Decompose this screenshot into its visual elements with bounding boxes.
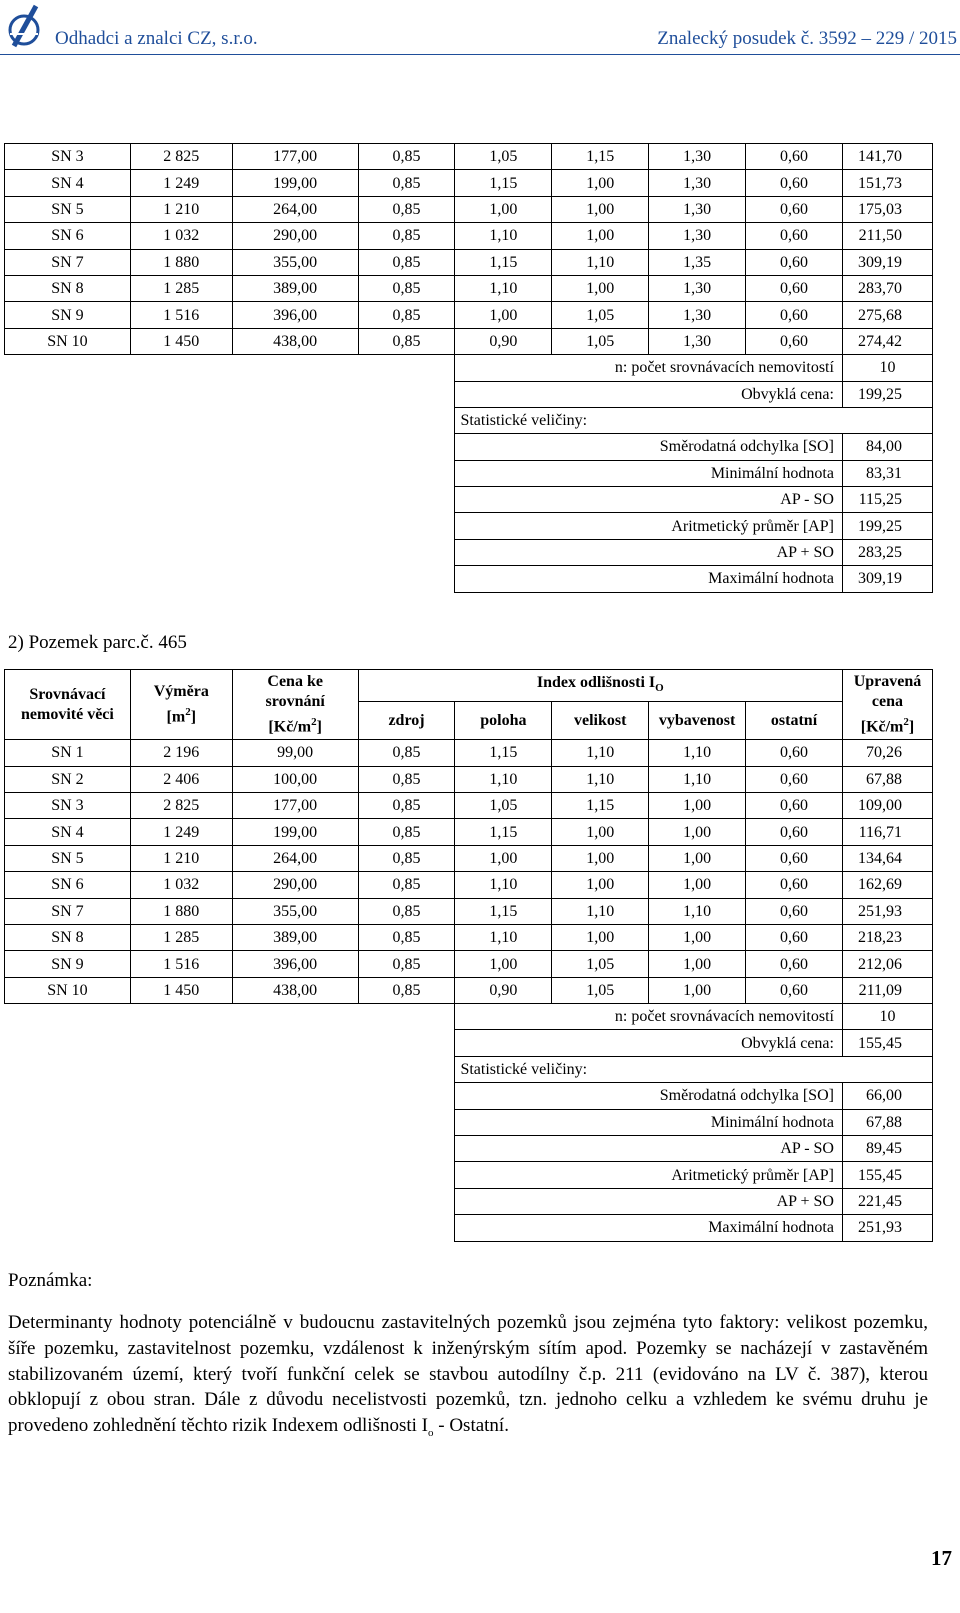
table-cell: 1 249	[130, 819, 232, 845]
header-adjusted-unit: [Kč/m	[860, 718, 904, 736]
table-cell: 0,60	[746, 845, 843, 871]
note-text-main: Determinanty hodnoty potenciálně v budoucnu zastavitelných pozemků jsou zejména tyto faktory: velikost pozemku, šíře pozemku, zastavitelnost pozemku, vzdálenost k inženýrským sítím apod. Pozemky se nacházejí v zastavěném stabilizovaném území, který tvoří funkční celek se stavbou autodílny č.p. 211 (evidováno na LV č. 387), kterou obklopují z obou stran. Dále z důvodu necelistvosti pozemků, tzn. jednoho celku a vzhledem ke svému druhu je provedeno zohlednění těchto rizik Indexem odlišnosti I	[8, 1312, 928, 1437]
table-cell: 1,10	[552, 898, 649, 924]
table-cell: 1,00	[649, 872, 746, 898]
stat-row	[5, 1188, 933, 1214]
usual-price-row-label: Obvyklá cena:	[455, 381, 843, 407]
table-cell: SN 3	[5, 792, 131, 818]
header-price	[232, 670, 358, 740]
table-cell: 0,85	[358, 249, 455, 275]
table-cell: 0,85	[358, 740, 455, 766]
table-cell: 389,00	[232, 924, 358, 950]
table-cell: 1 210	[130, 845, 232, 871]
page-number: 17	[931, 1546, 952, 1570]
table-cell: 1 516	[130, 951, 232, 977]
table-cell: SN 7	[5, 249, 131, 275]
empty-cell	[5, 1109, 455, 1135]
header-poloha: poloha	[455, 702, 552, 740]
usual-price-row-label: Obvyklá cena:	[455, 1030, 843, 1056]
stat-value: 283,25	[842, 539, 932, 565]
table-cell: 1,10	[455, 223, 552, 249]
stat-value: 251,93	[842, 1215, 932, 1241]
table-cell: 1,00	[552, 872, 649, 898]
stat-value: 155,45	[842, 1162, 932, 1188]
table-cell: 199,00	[232, 170, 358, 196]
header-price-unit: [Kč/m	[268, 718, 312, 736]
table-row	[5, 898, 933, 924]
table-cell: SN 9	[5, 302, 131, 328]
company-logo-icon	[6, 4, 44, 48]
header-zdroj: zdroj	[358, 702, 455, 740]
table-cell: 396,00	[232, 951, 358, 977]
table-cell: 275,68	[842, 302, 932, 328]
table-row	[5, 792, 933, 818]
stat-row	[5, 1083, 933, 1109]
table-cell: 274,42	[842, 328, 932, 354]
table-cell: 290,00	[232, 872, 358, 898]
empty-cell	[5, 566, 455, 592]
stat-row	[5, 566, 933, 592]
table-cell: 1,00	[455, 196, 552, 222]
header-divider	[0, 54, 960, 55]
table-cell: 162,69	[842, 872, 932, 898]
table-cell: 175,03	[842, 196, 932, 222]
stat-row	[5, 487, 933, 513]
stat-label: AP + SO	[455, 1188, 843, 1214]
table-cell: 1,05	[552, 302, 649, 328]
table-cell: 1,15	[552, 144, 649, 170]
table-cell: 0,60	[746, 819, 843, 845]
table-cell: 1,10	[455, 275, 552, 301]
header-area-sup: 2	[185, 705, 191, 718]
table-cell: 1 880	[130, 249, 232, 275]
table-cell: 1,00	[455, 951, 552, 977]
table-cell: 0,60	[746, 328, 843, 354]
table-cell: SN 5	[5, 845, 131, 871]
table-cell: 0,85	[358, 898, 455, 924]
empty-cell	[5, 1083, 455, 1109]
table-cell: SN 2	[5, 766, 131, 792]
table-row	[5, 249, 933, 275]
table-cell: 134,64	[842, 845, 932, 871]
table-cell: 1,05	[455, 792, 552, 818]
table-cell: SN 4	[5, 819, 131, 845]
table-cell: SN 10	[5, 328, 131, 354]
table-cell: 1 450	[130, 328, 232, 354]
table-cell: SN 6	[5, 872, 131, 898]
table-cell: 438,00	[232, 977, 358, 1003]
stat-row	[5, 539, 933, 565]
table-cell: 290,00	[232, 223, 358, 249]
table-row	[5, 740, 933, 766]
stat-label: Minimální hodnota	[455, 1109, 843, 1135]
table-cell: 309,19	[842, 249, 932, 275]
header-index-sub: O	[655, 682, 664, 695]
header-adjusted-label: Upravená cena	[853, 672, 922, 710]
stat-label: Aritmetický průměr [AP]	[455, 1162, 843, 1188]
empty-cell	[5, 407, 455, 433]
table-cell: 2 825	[130, 144, 232, 170]
header-index-label: Index odlišnosti I	[536, 674, 656, 691]
note-text-sub: o	[428, 1426, 434, 1439]
empty-cell	[842, 1056, 932, 1082]
table-cell: 0,60	[746, 249, 843, 275]
table-cell: 0,85	[358, 144, 455, 170]
usual-price-row-value: 199,25	[842, 381, 932, 407]
table-cell: 1,30	[649, 170, 746, 196]
table-row	[5, 951, 933, 977]
header-index	[358, 670, 842, 702]
empty-cell	[5, 513, 455, 539]
table-row	[5, 275, 933, 301]
table-cell: 389,00	[232, 275, 358, 301]
table-cell: 0,85	[358, 845, 455, 871]
table-row	[5, 302, 933, 328]
table-row	[5, 328, 933, 354]
empty-cell	[5, 1162, 455, 1188]
count-row-label: n: počet srovnávacích nemovitostí	[455, 1004, 843, 1030]
table-cell: 211,50	[842, 223, 932, 249]
table-cell: 1,15	[552, 792, 649, 818]
stat-row	[5, 1215, 933, 1241]
header-price-label: Cena ke srovnání	[265, 672, 325, 710]
table-cell: 1 450	[130, 977, 232, 1003]
stat-label: Směrodatná odchylka [SO]	[455, 434, 843, 460]
table-cell: 0,85	[358, 819, 455, 845]
table-cell: 264,00	[232, 845, 358, 871]
stat-row	[5, 1162, 933, 1188]
table-row	[5, 196, 933, 222]
table-cell: 0,85	[358, 951, 455, 977]
table-cell: 264,00	[232, 196, 358, 222]
stat-label: Maximální hodnota	[455, 566, 843, 592]
table-cell: 1,05	[455, 144, 552, 170]
comparison-table-2	[4, 669, 933, 1242]
table-cell: 1,10	[649, 898, 746, 924]
stat-label: Maximální hodnota	[455, 1215, 843, 1241]
table-cell: 1,30	[649, 144, 746, 170]
stat-value: 309,19	[842, 566, 932, 592]
header-price-sup: 2	[311, 715, 317, 728]
table-cell: 1,00	[649, 924, 746, 950]
table-cell: 1,10	[455, 766, 552, 792]
stat-row	[5, 460, 933, 486]
empty-cell	[842, 407, 932, 433]
table-cell: 0,60	[746, 898, 843, 924]
table-cell: 0,60	[746, 740, 843, 766]
section-title: 2) Pozemek parc.č. 465	[8, 632, 187, 653]
empty-cell	[5, 460, 455, 486]
table-cell: 212,06	[842, 951, 932, 977]
table-cell: 1,15	[455, 249, 552, 275]
header-price-unit-end: ]	[316, 718, 322, 736]
table-cell: 0,85	[358, 328, 455, 354]
table-cell: 1,00	[649, 951, 746, 977]
stat-value: 89,45	[842, 1136, 932, 1162]
table-cell: 1,00	[649, 845, 746, 871]
table-cell: SN 8	[5, 924, 131, 950]
table-cell: 0,85	[358, 766, 455, 792]
usual-price-row	[5, 381, 933, 407]
count-row	[5, 355, 933, 381]
table-cell: SN 6	[5, 223, 131, 249]
table-cell: 1,30	[649, 328, 746, 354]
page-header	[0, 0, 960, 60]
table-row	[5, 766, 933, 792]
comparison-table-1	[4, 143, 933, 593]
table-cell: 1,15	[455, 898, 552, 924]
header-velikost: velikost	[552, 702, 649, 740]
table-cell: 1 880	[130, 898, 232, 924]
stat-value: 221,45	[842, 1188, 932, 1214]
empty-cell	[5, 381, 455, 407]
table-cell: 1,00	[649, 792, 746, 818]
table-cell: 100,00	[232, 766, 358, 792]
table-cell: 355,00	[232, 898, 358, 924]
stat-label: Minimální hodnota	[455, 460, 843, 486]
table-cell: 1 285	[130, 924, 232, 950]
table-cell: 1,05	[552, 328, 649, 354]
stat-value: 84,00	[842, 434, 932, 460]
empty-cell	[5, 1004, 455, 1030]
table-cell: 1,00	[455, 845, 552, 871]
table-cell: 1 285	[130, 275, 232, 301]
table-cell: 0,85	[358, 302, 455, 328]
header-ostatni: ostatní	[746, 702, 843, 740]
stat-label: Směrodatná odchylka [SO]	[455, 1083, 843, 1109]
table-cell: 1,00	[552, 170, 649, 196]
table-cell: 1,10	[552, 766, 649, 792]
table-cell: SN 7	[5, 898, 131, 924]
table-cell: 0,85	[358, 924, 455, 950]
header-adjusted-unit-end: ]	[908, 718, 915, 736]
empty-cell	[5, 539, 455, 565]
table-cell: 0,90	[455, 977, 552, 1003]
table-row	[5, 223, 933, 249]
count-row-value: 10	[842, 1004, 932, 1030]
table-cell: 1,30	[649, 223, 746, 249]
table-cell: 0,60	[746, 872, 843, 898]
count-row-label: n: počet srovnávacích nemovitostí	[455, 355, 843, 381]
table-cell: 1,30	[649, 302, 746, 328]
header-adjusted-sup: 2	[903, 715, 909, 728]
table-cell: 0,60	[746, 924, 843, 950]
table-cell: 0,60	[746, 275, 843, 301]
table-cell: 0,85	[358, 275, 455, 301]
table-cell: 1 516	[130, 302, 232, 328]
table-cell: 177,00	[232, 144, 358, 170]
table-cell: 211,09	[842, 977, 932, 1003]
table-cell: 1,15	[455, 819, 552, 845]
table-cell: 396,00	[232, 302, 358, 328]
stats-heading: Statistické veličiny:	[455, 1056, 843, 1082]
table-cell: 1,10	[649, 740, 746, 766]
stat-row	[5, 1136, 933, 1162]
table-cell: SN 9	[5, 951, 131, 977]
table-cell: 1 032	[130, 872, 232, 898]
stats-heading-row	[5, 1056, 933, 1082]
table-row	[5, 819, 933, 845]
stats-heading-row	[5, 407, 933, 433]
header-area-unit: [m	[166, 708, 186, 726]
table-cell: 2 825	[130, 792, 232, 818]
table-cell: 438,00	[232, 328, 358, 354]
table-cell: 1,15	[455, 170, 552, 196]
table-cell: 1,30	[649, 196, 746, 222]
table-cell: 0,85	[358, 977, 455, 1003]
usual-price-row	[5, 1030, 933, 1056]
table-cell: 177,00	[232, 792, 358, 818]
table-cell: 1,10	[552, 249, 649, 275]
table-cell: 1,10	[552, 740, 649, 766]
table-cell: SN 3	[5, 144, 131, 170]
empty-cell	[5, 1056, 455, 1082]
stat-row	[5, 434, 933, 460]
table-cell: 1,00	[649, 819, 746, 845]
table-cell: 141,70	[842, 144, 932, 170]
table-cell: 0,60	[746, 766, 843, 792]
table-cell: 218,23	[842, 924, 932, 950]
table-cell: 199,00	[232, 819, 358, 845]
table-cell: 0,85	[358, 196, 455, 222]
table-cell: 1,00	[552, 845, 649, 871]
stat-row	[5, 513, 933, 539]
empty-cell	[5, 355, 455, 381]
table-cell: 283,70	[842, 275, 932, 301]
table-cell: 0,60	[746, 951, 843, 977]
table-cell: 1 249	[130, 170, 232, 196]
empty-cell	[5, 1215, 455, 1241]
table-cell: SN 1	[5, 740, 131, 766]
empty-cell	[5, 1188, 455, 1214]
table-row	[5, 170, 933, 196]
header-comparable	[5, 670, 131, 740]
stat-row	[5, 1109, 933, 1135]
table-row	[5, 977, 933, 1003]
stat-value: 115,25	[842, 487, 932, 513]
table-cell: 1,10	[455, 924, 552, 950]
table-cell: 1,35	[649, 249, 746, 275]
stat-label: AP - SO	[455, 1136, 843, 1162]
table-cell: 70,26	[842, 740, 932, 766]
table-cell: 0,85	[358, 223, 455, 249]
table-cell: SN 10	[5, 977, 131, 1003]
usual-price-row-value: 155,45	[842, 1030, 932, 1056]
table-cell: 67,88	[842, 766, 932, 792]
table-cell: 0,60	[746, 302, 843, 328]
stats-heading: Statistické veličiny:	[455, 407, 843, 433]
table-row	[5, 924, 933, 950]
header-area-unit-end: ]	[190, 708, 197, 726]
table-cell: 109,00	[842, 792, 932, 818]
table-cell: 1,30	[649, 275, 746, 301]
stat-label: AP + SO	[455, 539, 843, 565]
table-cell: 1,10	[649, 766, 746, 792]
table-cell: 0,85	[358, 170, 455, 196]
header-area-label: Výměra	[153, 682, 209, 700]
table-cell: 99,00	[232, 740, 358, 766]
table-cell: 1,00	[455, 302, 552, 328]
table-cell: 1,00	[552, 223, 649, 249]
count-row	[5, 1004, 933, 1030]
stat-label: Aritmetický průměr [AP]	[455, 513, 843, 539]
note-text	[8, 1310, 928, 1447]
table-cell: 1,05	[552, 951, 649, 977]
empty-cell	[5, 434, 455, 460]
stat-label: AP - SO	[455, 487, 843, 513]
header-comparable-label: Srovnávací nemovité věci	[21, 685, 114, 723]
table-cell: 1,15	[455, 740, 552, 766]
table-cell: 1,00	[552, 196, 649, 222]
header-report-number: Znalecký posudek č. 3592 – 229 / 2015	[657, 28, 957, 49]
table-cell: 1,00	[552, 924, 649, 950]
header-company: Odhadci a znalci CZ, s.r.o.	[55, 28, 258, 49]
table-cell: 0,60	[746, 170, 843, 196]
table-cell: 1,00	[552, 275, 649, 301]
table-row	[5, 845, 933, 871]
stat-value: 66,00	[842, 1083, 932, 1109]
count-row-value: 10	[842, 355, 932, 381]
table-cell: 1,10	[455, 872, 552, 898]
table-cell: 1,05	[552, 977, 649, 1003]
empty-cell	[5, 487, 455, 513]
table-row	[5, 872, 933, 898]
table-cell: 2 406	[130, 766, 232, 792]
table-cell: 0,85	[358, 872, 455, 898]
note-heading: Poznámka:	[8, 1270, 93, 1291]
header-area	[130, 670, 232, 740]
table-cell: 151,73	[842, 170, 932, 196]
table-cell: SN 8	[5, 275, 131, 301]
table-cell: 0,90	[455, 328, 552, 354]
empty-cell	[5, 1030, 455, 1056]
table-cell: 1 032	[130, 223, 232, 249]
table-row	[5, 144, 933, 170]
table-cell: 116,71	[842, 819, 932, 845]
stat-value: 199,25	[842, 513, 932, 539]
table-cell: 0,60	[746, 144, 843, 170]
stat-value: 67,88	[842, 1109, 932, 1135]
table-cell: 1,00	[552, 819, 649, 845]
table-cell: 0,85	[358, 792, 455, 818]
table-cell: 1 210	[130, 196, 232, 222]
header-vybavenost: vybavenost	[649, 702, 746, 740]
table-cell: 251,93	[842, 898, 932, 924]
table-cell: 2 196	[130, 740, 232, 766]
table-cell: 0,60	[746, 196, 843, 222]
table-cell: 1,00	[649, 977, 746, 1003]
table-cell: 0,60	[746, 792, 843, 818]
table-cell: 0,60	[746, 977, 843, 1003]
table-cell: 0,60	[746, 223, 843, 249]
note-text-end: - Ostatní.	[433, 1415, 509, 1437]
table-cell: SN 4	[5, 170, 131, 196]
table-cell: 355,00	[232, 249, 358, 275]
table-cell: SN 5	[5, 196, 131, 222]
header-adjusted-price	[842, 670, 932, 740]
stat-value: 83,31	[842, 460, 932, 486]
empty-cell	[5, 1136, 455, 1162]
